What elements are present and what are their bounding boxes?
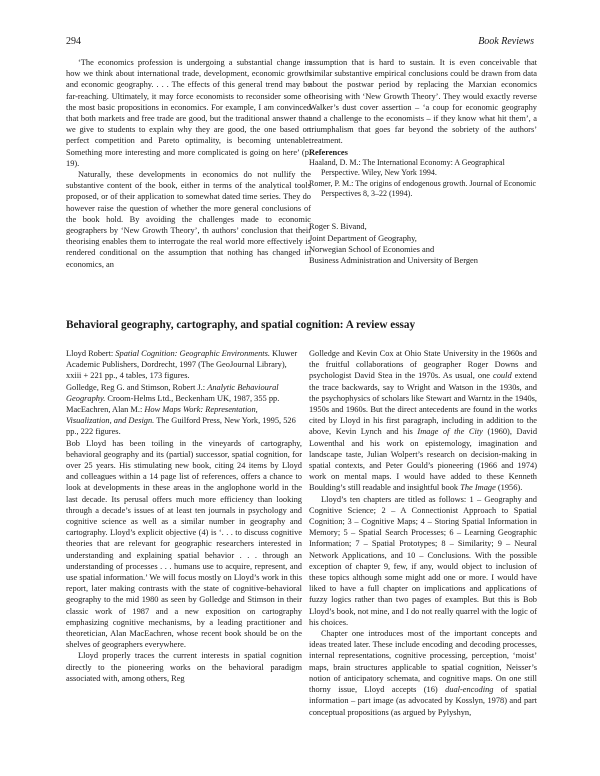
emphasis: dual-encoding bbox=[445, 685, 494, 695]
body-paragraph: Naturally, these developments in economics do not nullify the substantive content of the book, either in terms of the analytical tools proposed, or of their application to somewhat dated time series. They do however raise the question of whether the more general conclusions of the book hold. By avoiding the challenges made to economic geographers by ‘New Growth Theory’, th authors’ conclusion that their theorising enables them to interrogate the real world more effectively is rendered conditional on the assumption that nothing has changed in economics, an bbox=[66, 170, 311, 269]
text-run: Chapter one introduces most of the important concepts and ideas treated later. These include encoding and decoding processes, internal representations, cognitive processing, perception, ‘moist’ maps, brain structures applicable to spatial cognition, Neisser’s notion of anticipatory schemata, and cognitive maps. On one still thorny issue, Lloyd accepts (16) bbox=[309, 629, 537, 695]
citation-title: How Maps Work: Representation, Visualization, and Design. bbox=[66, 405, 258, 426]
citation-details: The Guilford Press, New York, 1995, 526 pp., 222 figures. bbox=[66, 416, 296, 437]
body-paragraph bbox=[309, 628, 537, 718]
affiliation-line: Joint Department of Geography, bbox=[309, 233, 417, 243]
book-citation bbox=[66, 404, 302, 438]
quote-paragraph: ‘The economics profession is undergoing a substantial change in how we think about international trade, development, economic growth and economic geography. . . . The effects of this general trend may be far-reaching. Ultimately, it may force economists to reconsider some of the most basic propositions in economics. For example, I am convinced that both markets and free trade are good, but the traditional answer that we give to students to explain why they are good, the one based on perfect competition and Pareto optimality, is becoming untenable. Something more interesting and more complicated is going on here’ (p. 19). bbox=[66, 58, 311, 168]
text-run: Golledge and Kevin Cox at Ohio State University in the 1960s and the fruitful collaborations of geographer Roger Downs and psychologist David Stea in the 1970s. As usual, one bbox=[309, 349, 537, 381]
citation-details: Kluwer Academic Publishers, Dordrecht, 1997 (The GeoJournal Library), xxiii + 221 pp., 4 tables, 173 figures. bbox=[66, 349, 298, 381]
reviewer-name: Roger S. Bivand, bbox=[309, 222, 367, 232]
body-paragraph bbox=[309, 348, 537, 494]
book-citation bbox=[66, 348, 302, 382]
text-run: (1956). bbox=[495, 483, 523, 493]
reference-item: Romer, P. M.: The origins of endogenous growth. Journal of Economic Perspectives 8, 3–22 (1994). bbox=[309, 178, 537, 199]
essay-title: Behavioral geography, cartography, and spatial cognition: A review essay bbox=[66, 319, 416, 331]
book-title-italic: The Image bbox=[460, 483, 496, 493]
emphasis: could bbox=[493, 371, 512, 381]
citation-author: Lloyd Robert: bbox=[66, 349, 116, 358]
page-number: 294 bbox=[66, 36, 81, 47]
affiliation-line: Business Administration and University of Bergen bbox=[309, 256, 478, 266]
running-head: Book Reviews bbox=[478, 36, 534, 47]
text-run: extend the trace backwards, say to Wright and Watson in the 1930s, and the psychophysics of scholars like Stewart and Warntz in the 1940s, 1950s and 1960s. But the direct antecedents are found in the works cited by Lloyd in his first paragraph, including in addition to the above, Kevin Lynch and his bbox=[309, 371, 537, 437]
top-right-column bbox=[309, 57, 537, 266]
citation-title: Spatial Cognition: Geographic Environments. bbox=[115, 349, 270, 358]
text-run: of spatial information – part image (as advocated by Kosslyn, 1978) and part conceptual propositions (as argued by Pylyshyn, bbox=[309, 685, 537, 717]
book-title-italic: Image of the City bbox=[417, 427, 483, 437]
references-heading: References bbox=[309, 147, 348, 157]
reference-item: Haaland, D. M.: The International Economy: A Geographical Perspective. Wiley, New York 1994. bbox=[309, 157, 505, 178]
top-left-column bbox=[66, 57, 311, 270]
reviewer-signature bbox=[309, 221, 537, 266]
bottom-left-column bbox=[66, 348, 302, 684]
body-paragraph: Lloyd properly traces the current interests in spatial cognition directly to the pioneering works on the behavioral paradigm associated with, among others, Reg bbox=[66, 651, 302, 683]
affiliation-line: Norwegian School of Economies and bbox=[309, 244, 435, 254]
citation-title: Analytic Behavioural Geography. bbox=[66, 382, 279, 403]
bottom-right-column bbox=[309, 348, 537, 718]
citation-details: Croom-Helms Ltd., Beckenham UK, 1987, 355 pp. bbox=[105, 393, 280, 403]
body-paragraph: Bob Lloyd has been toiling in the vineyards of cartography, behavioral geography and its (partial) successor, spatial cognition, for over 25 years. His stimulating new book, citing 24 items by Lloyd and colleagues within a 14 page list of references, offers a chance to look at developments in these areas in the anglophone world in the last decade. Its perusal offers much more efficiency than looking through a decade’s issues of at least ten journals in psychology and cognitive science as well as a similar number in geography and cartography. Lloyd’s explicit objective (4) is ‘. . . to discuss cognitive theories that are relevant for geographic researchers interested in understanding and explaining spatial behavior . . . through an understanding of processes . . . humans use to acquire, represent, and use spatial information.’ We will focus mostly on Lloyd’s work in this report, later making contrasts with the state of cognitive-behavioral geography to the mid 1980 as seen by Golledge and Stimson in their classic work of 1987 and a new exposition on cartography emphasizing cognitive mechanisms, by a leading practitioner and theoretician, Alan MacEachren, whose recent book should be on the shelves of geographers everywhere. bbox=[66, 438, 302, 650]
body-paragraph: assumption that is hard to sustain. It is even conceivable that similar substantive empirical conclusions could be drawn from data about the postwar period by replacing the Marxian economics theorising with ‘New Growth Theory’. They would exactly reverse Walker’s dust cover assertion – ‘a coup for economic geography and a challenge to the economists – if they know what hit them’, a triumphalism that goes far beyond the sobriety of the authors’ treatment. bbox=[309, 58, 537, 146]
body-paragraph: Lloyd’s ten chapters are titled as follows: 1 – Geography and Cognitive Science; 2 – A Connectionist Approach to Spatial Cognition; 3 – Cognitive Maps; 4 – Storing Spatial Information in Memory; 5 – Spatial Search Processes; 6 – Learning Geographic Information; 7 – Spatial Prototypes; 8 – Similarity; 9 – Neural Network Applications, and 10 – Conclusions. With the possible exception of chapter 9, few, if any, would object to inclusion of these topics although some might add one or more. I would have liked to have a full chapter on implications and applications of fuzzy logics rather than two pages of examples. But this is Bob Lloyd’s book, not mine, and I do not really quarrel with the logic of his choices. bbox=[309, 494, 537, 627]
book-citation bbox=[66, 382, 302, 404]
citation-author: Golledge, Reg G. and Stimson, Robert J.: bbox=[66, 382, 208, 392]
text-run: (1960), David Lowenthal and his work on epistemology, imagination and landscape taste, Julian Wolpert’s research on decision-making in spatial contexts, and Peter Gould’s pioneering (1966 and 1974) work on mental maps. I would have added to these Kenneth Boulding’s still readable and insightful book bbox=[309, 427, 538, 493]
citation-author: MacEachren, Alan M.: bbox=[66, 405, 145, 415]
